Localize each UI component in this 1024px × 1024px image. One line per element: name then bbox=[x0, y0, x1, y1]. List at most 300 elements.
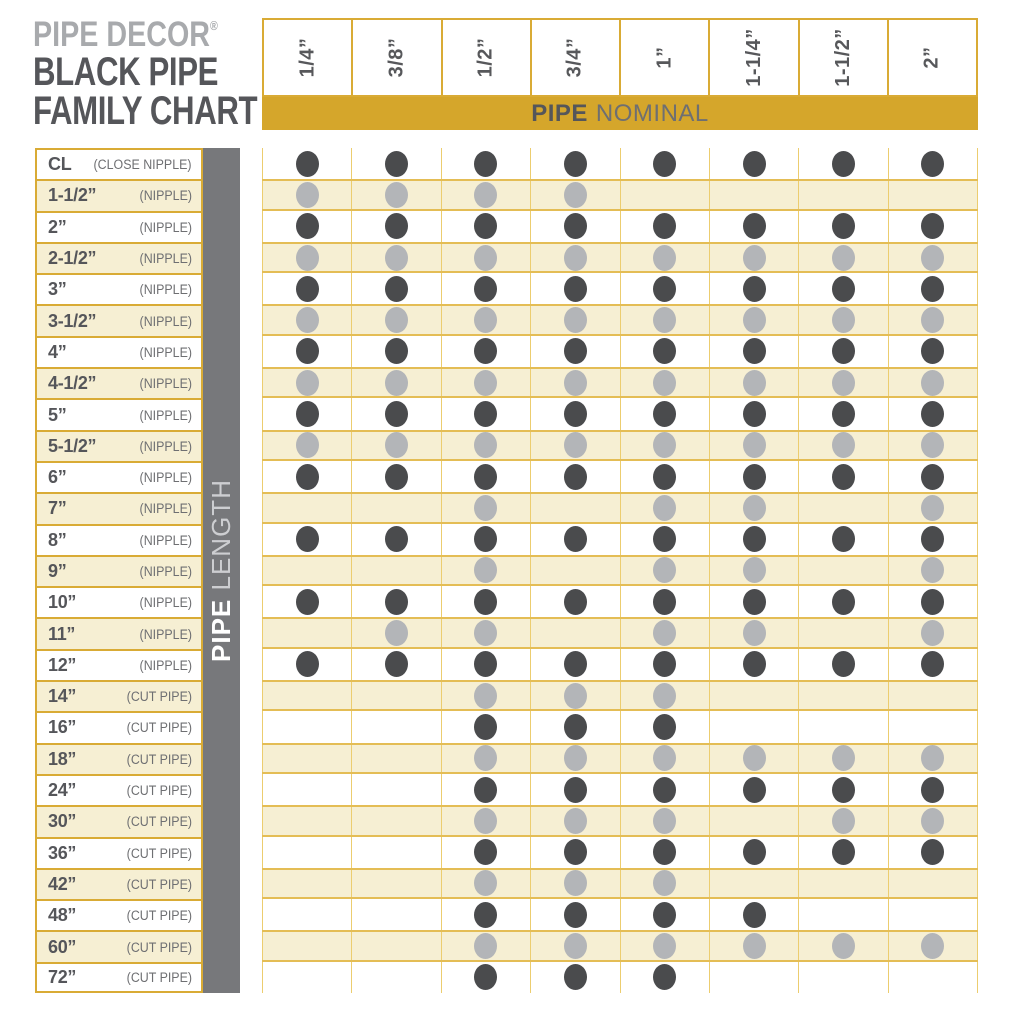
grid-cell bbox=[710, 306, 799, 333]
availability-dot-light bbox=[474, 432, 497, 458]
grid-cell bbox=[621, 524, 710, 555]
grid-cell bbox=[442, 649, 531, 680]
pipe-length-value: 42” bbox=[48, 873, 77, 894]
grid-cell bbox=[352, 619, 441, 646]
grid-cell bbox=[352, 962, 441, 993]
chart-title-line-1: BLACK PIPE bbox=[33, 50, 219, 94]
grid-cell bbox=[710, 932, 799, 959]
pipe-length-kind: (CUT PIPE) bbox=[126, 814, 192, 830]
grid-cell bbox=[889, 432, 978, 459]
grid-cell bbox=[442, 398, 531, 429]
grid-cell bbox=[799, 962, 888, 993]
grid-cell bbox=[889, 932, 978, 959]
availability-dot-light bbox=[474, 620, 497, 646]
availability-dot-dark bbox=[385, 151, 408, 177]
availability-dot-dark bbox=[832, 401, 855, 427]
availability-dot-dark bbox=[832, 839, 855, 865]
grid-cell bbox=[352, 711, 441, 742]
grid-cell bbox=[799, 557, 888, 584]
availability-dot-dark bbox=[743, 213, 766, 239]
grid-cell bbox=[352, 682, 441, 709]
availability-dot-light bbox=[385, 432, 408, 458]
availability-dot-dark bbox=[474, 964, 497, 990]
pipe-length-value: 60” bbox=[48, 936, 77, 957]
availability-dot-dark bbox=[296, 464, 319, 490]
availability-dot-light bbox=[296, 370, 319, 396]
pipe-length-kind: (NIPPLE) bbox=[139, 438, 192, 454]
pipe-length-kind: (NIPPLE) bbox=[139, 251, 192, 267]
grid-row bbox=[262, 837, 978, 868]
grid-cell bbox=[262, 932, 352, 959]
availability-dot-light bbox=[743, 307, 766, 333]
availability-dot-light bbox=[296, 307, 319, 333]
grid-cell bbox=[889, 711, 978, 742]
grid-cell bbox=[262, 586, 352, 617]
grid-cell bbox=[889, 807, 978, 834]
availability-dot-light bbox=[653, 933, 676, 959]
grid-cell bbox=[442, 432, 531, 459]
grid-cell bbox=[262, 619, 352, 646]
grid-cell bbox=[531, 432, 620, 459]
availability-dot-light bbox=[296, 182, 319, 208]
grid-cell bbox=[889, 306, 978, 333]
grid-cell bbox=[262, 524, 352, 555]
grid-cell bbox=[710, 148, 799, 179]
grid-cell bbox=[442, 524, 531, 555]
grid-cell bbox=[352, 494, 441, 521]
grid-cell bbox=[889, 148, 978, 179]
availability-dot-light bbox=[653, 307, 676, 333]
grid-cell bbox=[889, 837, 978, 868]
pipe-length-value: 9” bbox=[48, 560, 67, 581]
availability-dot-light bbox=[653, 370, 676, 396]
availability-dot-light bbox=[653, 870, 676, 896]
grid-cell bbox=[799, 432, 888, 459]
availability-dot-dark bbox=[921, 401, 944, 427]
grid-cell bbox=[531, 306, 620, 333]
grid-cell bbox=[710, 745, 799, 772]
grid-row bbox=[262, 492, 978, 523]
availability-dot-dark bbox=[564, 151, 587, 177]
pipe-length-kind: (NIPPLE) bbox=[139, 188, 192, 204]
pipe-length-label-row bbox=[35, 680, 203, 711]
pipe-length-kind: (CUT PIPE) bbox=[126, 720, 192, 736]
grid-cell bbox=[621, 306, 710, 333]
grid-cell bbox=[621, 432, 710, 459]
grid-cell bbox=[799, 774, 888, 805]
grid-cell bbox=[621, 962, 710, 993]
grid-row bbox=[262, 774, 978, 805]
grid-cell bbox=[352, 432, 441, 459]
availability-dot-light bbox=[921, 307, 944, 333]
availability-dot-dark bbox=[921, 213, 944, 239]
grid-cell bbox=[531, 181, 620, 208]
availability-dot-dark bbox=[743, 276, 766, 302]
grid-cell bbox=[799, 461, 888, 492]
availability-dot-dark bbox=[474, 902, 497, 928]
grid-cell bbox=[621, 369, 710, 396]
grid-cell bbox=[889, 494, 978, 521]
grid-cell bbox=[531, 273, 620, 304]
grid-cell bbox=[262, 398, 352, 429]
grid-cell bbox=[710, 461, 799, 492]
grid-cell bbox=[352, 899, 441, 930]
grid-cell bbox=[799, 649, 888, 680]
grid-cell bbox=[262, 745, 352, 772]
availability-dot-light bbox=[653, 495, 676, 521]
grid-cell bbox=[442, 557, 531, 584]
pipe-length-label-row bbox=[35, 492, 203, 523]
grid-cell bbox=[262, 682, 352, 709]
grid-cell bbox=[352, 932, 441, 959]
grid-row bbox=[262, 367, 978, 398]
availability-dot-dark bbox=[743, 902, 766, 928]
row-label-column bbox=[35, 148, 203, 993]
grid-row bbox=[262, 336, 978, 367]
availability-dot-dark bbox=[564, 213, 587, 239]
availability-dot-dark bbox=[921, 777, 944, 803]
availability-dot-light bbox=[921, 620, 944, 646]
availability-dot-dark bbox=[385, 213, 408, 239]
pipe-length-kind: (CUT PIPE) bbox=[126, 969, 192, 985]
chart-title-line-2: FAMILY CHART bbox=[33, 89, 258, 133]
grid-cell bbox=[352, 774, 441, 805]
availability-dot-light bbox=[921, 557, 944, 583]
availability-dot-dark bbox=[743, 651, 766, 677]
grid-cell bbox=[531, 524, 620, 555]
grid-cell bbox=[799, 369, 888, 396]
grid-row bbox=[262, 930, 978, 961]
grid-cell bbox=[799, 211, 888, 242]
grid-cell bbox=[352, 524, 441, 555]
grid-cell bbox=[442, 807, 531, 834]
grid-cell bbox=[531, 586, 620, 617]
availability-dot-dark bbox=[921, 464, 944, 490]
availability-dot-light bbox=[385, 307, 408, 333]
availability-dot-light bbox=[832, 808, 855, 834]
grid-cell bbox=[799, 619, 888, 646]
availability-dot-light bbox=[474, 683, 497, 709]
availability-dot-light bbox=[385, 370, 408, 396]
grid-cell bbox=[531, 711, 620, 742]
grid-cell bbox=[352, 306, 441, 333]
availability-dot-light bbox=[474, 933, 497, 959]
pipe-length-kind: (NIPPLE) bbox=[139, 595, 192, 611]
grid-row bbox=[262, 398, 978, 429]
grid-cell bbox=[352, 649, 441, 680]
availability-dot-light bbox=[921, 495, 944, 521]
pipe-length-kind: (CUT PIPE) bbox=[126, 689, 192, 705]
grid-cell bbox=[621, 398, 710, 429]
grid-cell bbox=[889, 745, 978, 772]
availability-dot-light bbox=[743, 245, 766, 271]
grid-cell bbox=[889, 273, 978, 304]
availability-dot-dark bbox=[653, 589, 676, 615]
grid-cell bbox=[710, 336, 799, 367]
availability-dot-dark bbox=[564, 902, 587, 928]
grid-cell bbox=[621, 211, 710, 242]
grid-cell bbox=[710, 211, 799, 242]
pipe-length-label-row bbox=[35, 179, 203, 210]
column-header-label: 2” bbox=[920, 46, 943, 69]
pipe-length-label-row bbox=[35, 711, 203, 742]
grid-cell bbox=[352, 398, 441, 429]
column-header-cell bbox=[621, 18, 710, 97]
brand-name: PIPE DECOR bbox=[33, 15, 211, 54]
grid-cell bbox=[799, 524, 888, 555]
grid-cell bbox=[889, 181, 978, 208]
availability-dot-dark bbox=[653, 276, 676, 302]
pipe-length-axis-text bbox=[206, 479, 237, 662]
availability-dot-dark bbox=[921, 651, 944, 677]
grid-cell bbox=[442, 619, 531, 646]
availability-dot-dark bbox=[564, 777, 587, 803]
availability-dot-dark bbox=[743, 589, 766, 615]
grid-cell bbox=[442, 211, 531, 242]
availability-dot-light bbox=[653, 245, 676, 271]
grid-cell bbox=[621, 244, 710, 271]
availability-dot-dark bbox=[385, 526, 408, 552]
pipe-length-value: CL bbox=[48, 154, 72, 175]
pipe-length-label-row bbox=[35, 649, 203, 680]
grid-cell bbox=[621, 870, 710, 897]
availability-dot-dark bbox=[832, 338, 855, 364]
availability-dot-light bbox=[564, 245, 587, 271]
pipe-length-label-row bbox=[35, 617, 203, 648]
availability-dot-dark bbox=[564, 526, 587, 552]
pipe-length-value: 14” bbox=[48, 686, 77, 707]
availability-dot-dark bbox=[653, 401, 676, 427]
grid-cell bbox=[710, 273, 799, 304]
grid-cell bbox=[621, 494, 710, 521]
grid-row bbox=[262, 430, 978, 461]
grid-cell bbox=[621, 649, 710, 680]
grid-cell bbox=[889, 649, 978, 680]
grid-cell bbox=[262, 273, 352, 304]
column-header-label: 3/8” bbox=[385, 37, 408, 78]
pipe-length-value: 36” bbox=[48, 842, 77, 863]
grid-cell bbox=[889, 682, 978, 709]
grid-cell bbox=[889, 461, 978, 492]
pipe-length-kind: (CUT PIPE) bbox=[126, 876, 192, 892]
grid-row bbox=[262, 555, 978, 586]
pipe-length-kind: (CUT PIPE) bbox=[126, 845, 192, 861]
pipe-length-label-row bbox=[35, 555, 203, 586]
grid-cell bbox=[442, 494, 531, 521]
availability-dot-dark bbox=[743, 338, 766, 364]
grid-cell bbox=[531, 461, 620, 492]
grid-cell bbox=[352, 586, 441, 617]
grid-cell bbox=[799, 398, 888, 429]
availability-dot-dark bbox=[653, 714, 676, 740]
availability-dot-light bbox=[474, 370, 497, 396]
pipe-length-value: 2” bbox=[48, 216, 67, 237]
grid-cell bbox=[889, 962, 978, 993]
availability-dot-dark bbox=[564, 839, 587, 865]
grid-cell bbox=[531, 807, 620, 834]
pipe-length-axis-bar bbox=[203, 148, 240, 993]
availability-dot-dark bbox=[832, 151, 855, 177]
availability-dot-light bbox=[743, 557, 766, 583]
availability-dot-light bbox=[921, 432, 944, 458]
grid-cell bbox=[531, 649, 620, 680]
pipe-length-label-row bbox=[35, 586, 203, 617]
availability-dot-dark bbox=[474, 338, 497, 364]
pipe-length-value: 72” bbox=[48, 966, 77, 987]
availability-dot-dark bbox=[474, 714, 497, 740]
grid-cell bbox=[442, 745, 531, 772]
grid-cell bbox=[621, 899, 710, 930]
column-header-cell bbox=[889, 18, 978, 97]
availability-dot-light bbox=[564, 432, 587, 458]
availability-dot-light bbox=[743, 495, 766, 521]
grid-cell bbox=[799, 336, 888, 367]
grid-cell bbox=[799, 148, 888, 179]
grid-cell bbox=[531, 244, 620, 271]
availability-dot-dark bbox=[743, 777, 766, 803]
grid-cell bbox=[621, 148, 710, 179]
availability-dot-dark bbox=[385, 464, 408, 490]
grid-cell bbox=[889, 244, 978, 271]
pipe-length-kind: (NIPPLE) bbox=[139, 313, 192, 329]
column-header-cell bbox=[353, 18, 442, 97]
grid-cell bbox=[710, 557, 799, 584]
grid-cell bbox=[352, 557, 441, 584]
grid-cell bbox=[442, 148, 531, 179]
grid-cell bbox=[621, 181, 710, 208]
grid-cell bbox=[621, 932, 710, 959]
availability-dot-light bbox=[474, 808, 497, 834]
grid-cell bbox=[442, 682, 531, 709]
pipe-length-kind: (CUT PIPE) bbox=[126, 908, 192, 924]
grid-cell bbox=[531, 619, 620, 646]
dot-grid bbox=[262, 148, 978, 993]
availability-dot-light bbox=[832, 370, 855, 396]
grid-cell bbox=[531, 899, 620, 930]
availability-dot-light bbox=[385, 620, 408, 646]
grid-cell bbox=[352, 181, 441, 208]
grid-cell bbox=[352, 336, 441, 367]
pipe-length-kind: (NIPPLE) bbox=[139, 626, 192, 642]
grid-cell bbox=[710, 711, 799, 742]
grid-cell bbox=[799, 586, 888, 617]
grid-row bbox=[262, 273, 978, 304]
availability-dot-light bbox=[832, 245, 855, 271]
availability-dot-dark bbox=[474, 401, 497, 427]
grid-cell bbox=[531, 745, 620, 772]
grid-row bbox=[262, 868, 978, 899]
grid-cell bbox=[710, 962, 799, 993]
availability-dot-dark bbox=[564, 589, 587, 615]
availability-dot-dark bbox=[564, 338, 587, 364]
grid-cell bbox=[262, 807, 352, 834]
pipe-length-kind: (CUT PIPE) bbox=[126, 939, 192, 955]
availability-dot-dark bbox=[474, 651, 497, 677]
column-header-label: 1-1/2” bbox=[831, 28, 854, 87]
grid-cell bbox=[799, 711, 888, 742]
grid-cell bbox=[799, 870, 888, 897]
brand-logo bbox=[33, 16, 222, 53]
grid-cell bbox=[710, 524, 799, 555]
availability-dot-light bbox=[921, 745, 944, 771]
grid-cell bbox=[710, 899, 799, 930]
grid-cell bbox=[531, 494, 620, 521]
availability-dot-dark bbox=[653, 526, 676, 552]
grid-cell bbox=[262, 244, 352, 271]
availability-dot-dark bbox=[296, 526, 319, 552]
availability-dot-dark bbox=[832, 589, 855, 615]
availability-dot-dark bbox=[653, 151, 676, 177]
pipe-length-value: 8” bbox=[48, 529, 67, 550]
grid-cell bbox=[262, 837, 352, 868]
pipe-length-value: 30” bbox=[48, 811, 77, 832]
pipe-length-value: 11” bbox=[48, 623, 76, 644]
grid-cell bbox=[621, 586, 710, 617]
pipe-length-kind: (CLOSE NIPPLE) bbox=[93, 157, 192, 173]
availability-dot-dark bbox=[921, 589, 944, 615]
grid-row bbox=[262, 242, 978, 273]
availability-dot-dark bbox=[564, 276, 587, 302]
grid-cell bbox=[442, 244, 531, 271]
availability-dot-light bbox=[743, 933, 766, 959]
availability-dot-dark bbox=[385, 589, 408, 615]
availability-dot-light bbox=[832, 745, 855, 771]
availability-dot-dark bbox=[743, 464, 766, 490]
pipe-length-value: 7” bbox=[48, 498, 67, 519]
grid-cell bbox=[442, 369, 531, 396]
pipe-length-value: 5” bbox=[48, 404, 67, 425]
grid-cell bbox=[262, 649, 352, 680]
pipe-length-kind: (CUT PIPE) bbox=[126, 783, 192, 799]
pipe-length-value: 48” bbox=[48, 905, 77, 926]
availability-dot-light bbox=[921, 808, 944, 834]
grid-cell bbox=[442, 273, 531, 304]
column-header-cell bbox=[710, 18, 799, 97]
grid-cell bbox=[262, 774, 352, 805]
availability-dot-light bbox=[564, 307, 587, 333]
availability-dot-dark bbox=[474, 213, 497, 239]
pipe-length-kind: (NIPPLE) bbox=[139, 282, 192, 298]
pipe-length-value: 4-1/2” bbox=[48, 373, 97, 394]
grid-cell bbox=[710, 807, 799, 834]
grid-cell bbox=[531, 148, 620, 179]
grid-cell bbox=[710, 181, 799, 208]
availability-dot-light bbox=[385, 245, 408, 271]
grid-cell bbox=[799, 837, 888, 868]
grid-cell bbox=[799, 306, 888, 333]
availability-dot-light bbox=[564, 745, 587, 771]
grid-cell bbox=[889, 586, 978, 617]
pipe-nominal-bold: PIPE bbox=[531, 99, 588, 127]
grid-cell bbox=[889, 899, 978, 930]
availability-dot-dark bbox=[564, 401, 587, 427]
availability-dot-dark bbox=[296, 589, 319, 615]
availability-dot-light bbox=[564, 933, 587, 959]
grid-cell bbox=[531, 774, 620, 805]
grid-cell bbox=[531, 837, 620, 868]
grid-cell bbox=[262, 899, 352, 930]
availability-dot-dark bbox=[832, 651, 855, 677]
grid-cell bbox=[352, 461, 441, 492]
grid-cell bbox=[889, 336, 978, 367]
availability-dot-light bbox=[474, 245, 497, 271]
pipe-length-value: 2-1/2” bbox=[48, 248, 97, 269]
grid-cell bbox=[531, 211, 620, 242]
grid-cell bbox=[621, 682, 710, 709]
availability-dot-light bbox=[832, 307, 855, 333]
grid-cell bbox=[442, 899, 531, 930]
grid-cell bbox=[799, 273, 888, 304]
